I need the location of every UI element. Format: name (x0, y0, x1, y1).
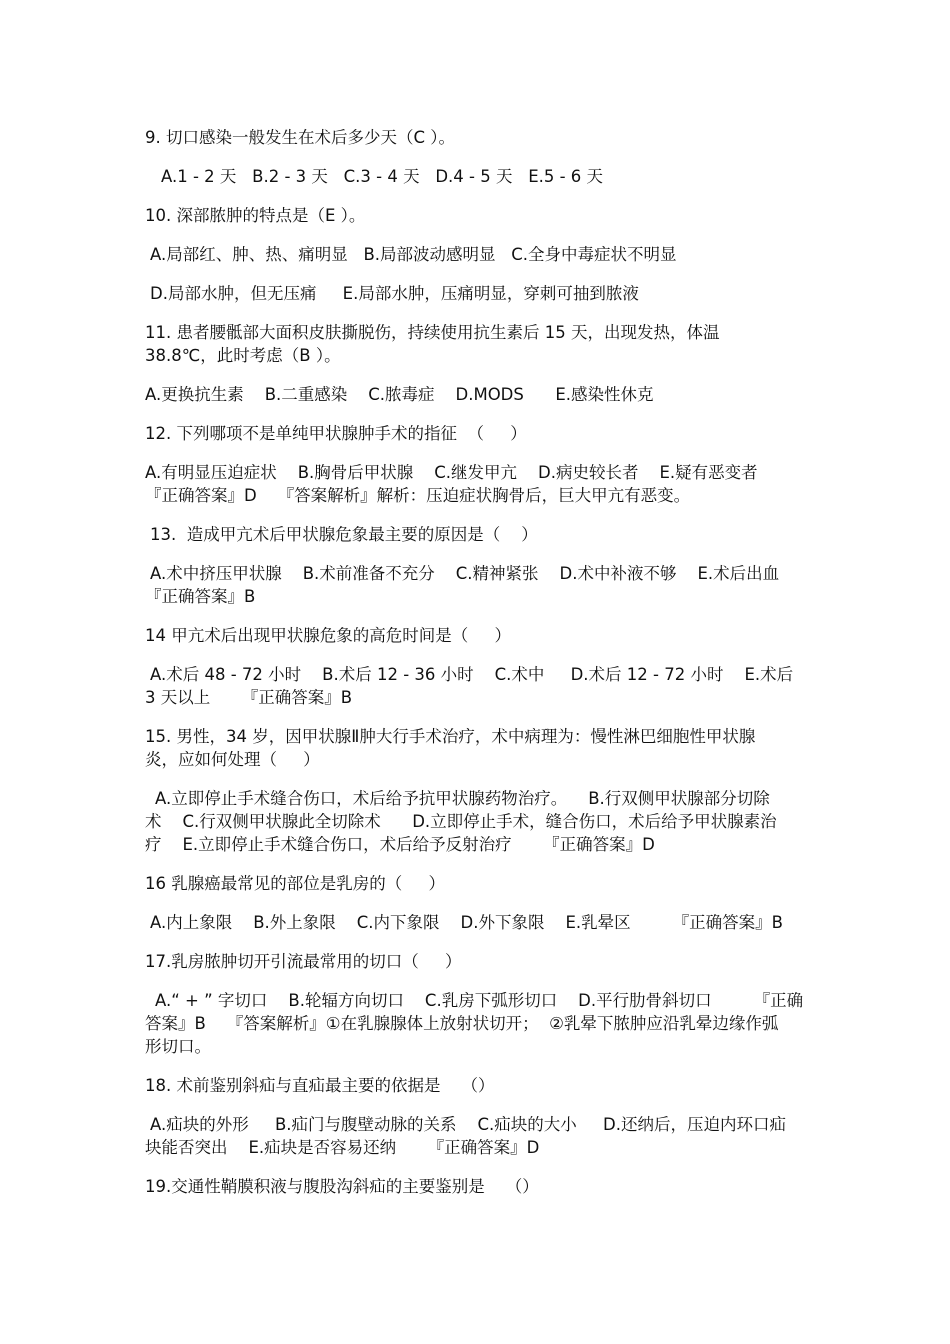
text-line: 术 C.行双侧甲状腺此全切除术 D.立即停止手术，缝合伤口，术后给予甲状腺素治 (145, 812, 777, 831)
paragraph (145, 126, 810, 149)
text-line: 16 乳腺癌最常见的部位是乳房的（ ） (145, 874, 445, 893)
text-line: A.更换抗生素 B.二重感染 C.脓毒症 D.MODS E.感染性休克 (145, 385, 654, 404)
text-line: A.内上象限 B.外上象限 C.内下象限 D.外下象限 E.乳晕区 『正确答案』B (150, 913, 783, 932)
text-line: A.术中挤压甲状腺 B.术前准备不充分 C.精神紧张 D.术中补液不够 E.术后出血 (150, 564, 780, 583)
paragraph (145, 321, 810, 367)
text-line: A.有明显压迫症状 B.胸骨后甲状腺 C.继发甲亢 D.病史较长者 E.疑有恶变者 (145, 463, 758, 482)
paragraph (145, 1074, 810, 1097)
paragraph (145, 523, 810, 546)
text-line: 『正确答案』D 『答案解析』解析：压迫症状胸骨后，巨大甲亢有恶变。 (145, 486, 691, 505)
text-line: 3 天以上 『正确答案』B (145, 688, 353, 707)
paragraph (145, 624, 810, 647)
text-line: A.术后 48 - 72 小时 B.术后 12 - 36 小时 C.术中 D.术后 12 - 72 小时 E.术后 (150, 665, 794, 684)
text-line: 13. 造成甲亢术后甲状腺危象最主要的原因是（ ） (150, 525, 538, 544)
paragraph (145, 243, 810, 266)
text-line: A.1 - 2 天 B.2 - 3 天 C.3 - 4 天 D.4 - 5 天 E.5 - 6 天 (161, 167, 604, 186)
paragraph (145, 950, 810, 973)
text-line: 形切口。 (145, 1037, 211, 1056)
text-line: A.立即停止手术缝合伤口，术后给予抗甲状腺药物治疗。 B.行双侧甲状腺部分切除 (155, 789, 770, 808)
paragraph (145, 422, 810, 445)
text-line: 块能否突出 E.疝块是否容易还纳 『正确答案』D (145, 1138, 540, 1157)
text-line: 12. 下列哪项不是单纯甲状腺肿手术的指征 （ ） (145, 424, 527, 443)
paragraph (145, 282, 810, 305)
text-line: 『正确答案』B (145, 587, 256, 606)
text-line: 18. 术前鉴别斜疝与直疝最主要的依据是 （） (145, 1076, 495, 1095)
text-line: 答案』B 『答案解析』①在乳腺腺体上放射状切开； ②乳晕下脓肿应沿乳晕边缘作弧 (145, 1014, 779, 1033)
text-line: A.疝块的外形 B.疝门与腹壁动脉的关系 C.疝块的大小 D.还纳后，压迫内环口疝 (150, 1115, 786, 1134)
text-line: 9. 切口感染一般发生在术后多少天（C ）。 (145, 128, 456, 147)
paragraph (145, 562, 810, 608)
text-line: 疗 E.立即停止手术缝合伤口，术后给予反射治疗 『正确答案』D (145, 835, 655, 854)
text-line: 17.乳房脓肿切开引流最常用的切口（ ） (145, 952, 462, 971)
text-line: A.“ + ” 字切口 B.轮辐方向切口 C.乳房下弧形切口 D.平行肋骨斜切口 『正确 (155, 991, 804, 1010)
text-line: 炎，应如何处理（ ） (145, 750, 320, 769)
paragraph (145, 165, 810, 188)
text-line: 11. 患者腰骶部大面积皮肤撕脱伤，持续使用抗生素后 15 天，出现发热，体温 (145, 323, 720, 342)
paragraph (145, 787, 810, 856)
paragraph (145, 383, 810, 406)
text-line: 15. 男性，34 岁，因甲状腺Ⅱ肿大行手术治疗，术中病理为：慢性淋巴细胞性甲状腺 (145, 727, 756, 746)
paragraph (145, 663, 810, 709)
paragraph (145, 204, 810, 227)
text-line: 38.8℃，此时考虑（B ）。 (145, 346, 341, 365)
text-line: D.局部水肿，但无压痛 E.局部水肿，压痛明显，穿刺可抽到脓液 (150, 284, 639, 303)
text-line: 14 甲亢术后出现甲状腺危象的高危时间是（ ） (145, 626, 511, 645)
paragraph (145, 1113, 810, 1159)
text-line: A.局部红、肿、热、痛明显 B.局部波动感明显 C.全身中毒症状不明显 (150, 245, 677, 264)
question-list (145, 126, 810, 1214)
paragraph (145, 911, 810, 934)
paragraph (145, 1175, 810, 1198)
text-line: 19.交通性鞘膜积液与腹股沟斜疝的主要鉴别是 （） (145, 1177, 539, 1196)
paragraph (145, 872, 810, 895)
paragraph (145, 989, 810, 1058)
text-line: 10. 深部脓肿的特点是（E ）。 (145, 206, 366, 225)
paragraph (145, 725, 810, 771)
paragraph (145, 461, 810, 507)
